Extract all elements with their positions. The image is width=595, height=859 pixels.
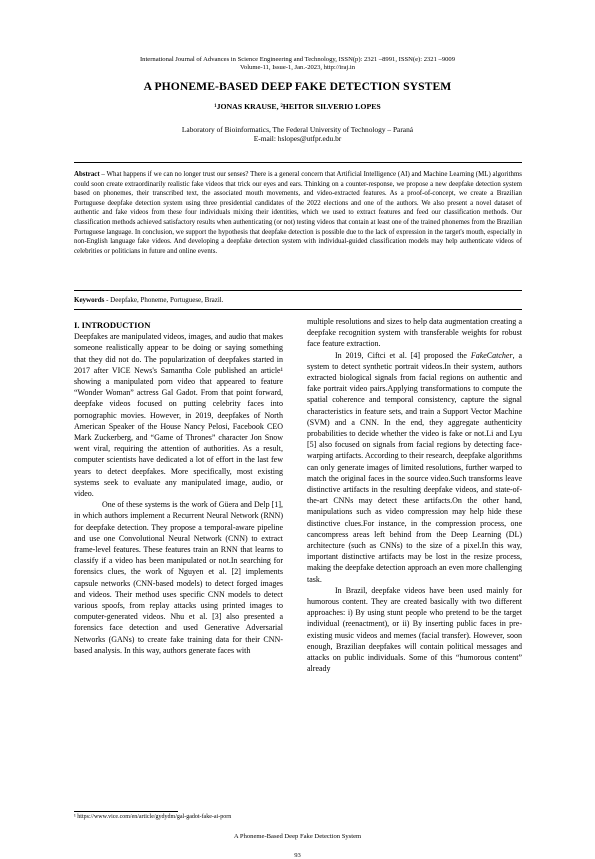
abstract-text: – What happens if we can no longer trust our senses? There is a general concern that Artificial Intelligence (AI) and Machine Learning (ML) algorithms could soon create extraordinarily realistic fake videos that trick our eyes and ears. Thinking on a counter-response, we propose a new deepfake detection system based on phonemes, their transcribed text, the associated mouth movements, and video-extracted features. As a proof-of-concept, we create a Brazilian Portuguese deepfake detection system using three presidential candidates of the 2022 elections and one of the authors. We also present a novel dataset of authentic and fake videos from these four individuals mixing their identities, which we used to extract features and feed our classification methods. Our classification methods achieved satisfactory results when authenticating (or not) testing videos that contain at least one of the trained phonemes from the Brazilian Portuguese language. In conclusion, we support the hypothesis that deepfake detection is possible due to the lack of expression in the target's mouth, especially in non-English language fake videos. And developing a deepfake detection system with individual-guided classification models may help authenticate videos of celebrities or politicians in future and online events. [74,171,522,255]
paragraph-4-start: In 2019, Ciftci et al. [4] proposed the [335,350,471,360]
keywords-label: Keywords [74,296,105,304]
abstract-bottom-rule [74,290,522,291]
abstract-label: Abstract [74,171,100,178]
journal-line-2: Volume-11, Issue-1, Jan.-2023, http://iraj.in [239,64,355,72]
footnote: ¹ https://www.vice.com/en/article/gydydm/gal-gadot-fake-ai-porn [74,814,232,820]
journal-line-1: International Journal of Advances in Science Engineering and Technology, ISSN(p): 2321 –8991, ISSN(e): 2321 –9009 [139,56,456,63]
section-heading-introduction: I. INTRODUCTION [74,320,151,330]
intro-paragraph-3: multiple resolutions and sizes to help data augmentation creating a deepfake recognition system with transferable weights for robust face feature extraction. [307,317,522,349]
page-number: 93 [294,852,301,859]
affiliation [40,125,555,144]
keywords-bottom-rule [74,309,522,310]
footnote-rule [74,811,178,812]
intro-paragraph-2: One of these systems is the work of Güera and Delp [1], in which authors implement a Recurrent Neural Network (RNN) for deepfake detection. They propose a temporal-aware pipeline and use one Convolutional Neural Network (CNN) to extract frame-level features. These features train an RNN that learns to classify if a video has been manipulated or not.In searching for forensics clues, the work of Nguyen et al. [2] implements capsule networks (CNN-based models) to detect forged images and videos. Their method uses specific CNN models to detect various spoofs, from replay attacks using printed images to computer-generated videos. Nhu et al. [3] also presented a forensics face detection and used Generative Adversarial Networks (GANs) to create fake training data for their CNN-based analysis. In this way, authors generate faces with [74,500,283,655]
intro-paragraph-1: Deepfakes are manipulated videos, images, and audio that makes someone realistically appear to be doing or saying something that they did not do. The popularization of deepfakes started in 2017 after VICE News's Samantha Cole published an article¹ showing a manipulated porn video that appeared to feature “Wonder Woman” actress Gal Gadot. From that point forward, deepfake videos focused on putting celebrity faces into pornographic movies. However, in 2019, deepfakes of North American Speaker of the House Nancy Pelosi, Facebook CEO Mark Zuckerberg, and “Game of Thrones” character Jon Snow went viral, requiring the attention of authorities. As a result, computer scientists have dedicated a lot of effort in the last few years to detect deepfakes. More specifically, most existing systems seek to evaluate any manipulated image, audio, or video. [74,332,283,499]
paragraph-4-rest: , a system to detect synthetic portrait videos.In their system, authors extracted biological signals from facial regions on authentic and fake portrait video pairs.Applying transformations to compute the spatial coherence and temporal consistency, capture the signal characteristics in feature sets, and train a Support Vector Machine (SVM) and a CNN. In the end, they aggregate authenticity probabilities to decide whether the video is fake or not.Li and Lyu [5] also focused on signals from facial regions by detecting face-warping artifacts. According to their research, deepfake algorithms can only generate images of limited resolutions, further warped to match the original faces in the source video.Such transforms leave distinctive artifacts in the resulting deepfake videos, and state-of-the-art CNNs may detect these artifacts.On the other hand, manipulations such as video compression may help hide these distinctive clues.For instance, in the compression process, one cancompress areas left behind from the Deep Learning (DL) architecture (such as CNNs) to the size of a pixel.In this way, important distinctive artifacts may be lost in the resize process, making the deepfake detection approach an even more challenging task. [307,350,522,584]
paper-authors: ¹JONAS KRAUSE, ²HEITOR SILVERIO LOPES [214,102,381,111]
paper-title: A PHONEME-BASED DEEP FAKE DETECTION SYSTEM [143,80,452,93]
intro-paragraph-4 [307,350,522,585]
abstract-top-rule [74,162,522,163]
author-email: E-mail: hslopes@utfpr.edu.br [253,134,342,144]
affiliation-line: Laboratory of Bioinformatics, The Federal University of Technology – Paraná [181,125,414,134]
intro-paragraph-5: In Brazil, deepfake videos have been used mainly for humorous content. They are created basically with two different approaches: i) By using stunt people who pretend to be the target individual (reenactment), or ii) By inserting public faces in pre-existing music videos and memes (facial transfer). However, soon enough, Brazilian deepfakes will contain political messages and attacks on public individuals. Some of this “humorous content” already [307,585,522,674]
journal-header [60,56,535,73]
right-column [307,316,522,675]
left-column [74,320,283,656]
abstract [74,170,522,256]
running-footer: A Phoneme-Based Deep Fake Detection System [233,833,362,840]
keywords-text: - Deepfake, Phoneme, Portuguese, Brazil. [104,296,224,304]
fakecatcher-term: FakeCatcher [470,350,513,360]
keywords [74,296,522,304]
